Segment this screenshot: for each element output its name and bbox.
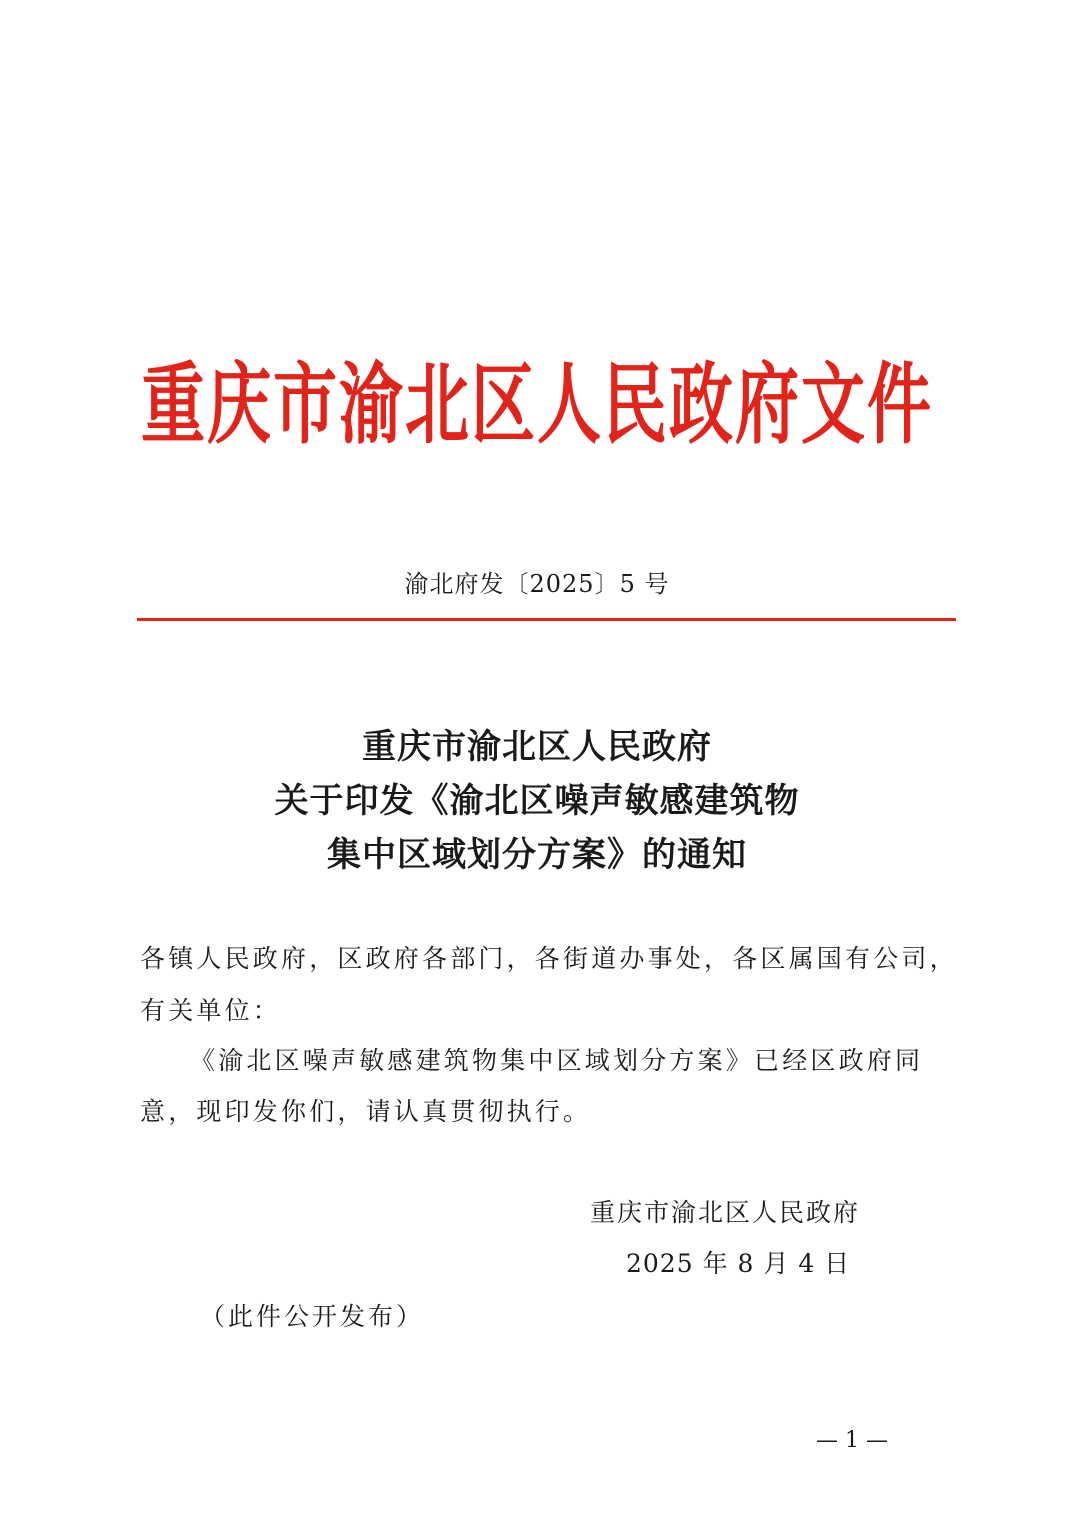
- title-line-1: 重庆市渝北区人民政府: [362, 727, 712, 767]
- signing-authority: 重庆市渝北区人民政府: [590, 1198, 861, 1227]
- red-divider-line: [137, 618, 956, 621]
- document-number: 渝北府发〔2025〕5 号: [404, 570, 670, 598]
- title-line-2: 关于印发《渝北区噪声敏感建筑物: [274, 781, 800, 821]
- title-line-3: 集中区域划分方案》的通知: [327, 835, 747, 875]
- issue-date: 2025 年 8 月 4 日: [626, 1249, 851, 1278]
- addressee-line-2: 有关单位：: [140, 996, 282, 1025]
- publication-note: （此件公开发布）: [200, 1302, 425, 1331]
- body-paragraph-line-2: 意，现印发你们，请认真贯彻执行。: [140, 1097, 592, 1126]
- document-masthead: 重庆市渝北区人民政府文件: [141, 355, 933, 458]
- page-number: — 1 —: [816, 1428, 888, 1453]
- body-paragraph-line-1: 《渝北区噪声敏感建筑物集中区域划分方案》已经区政府同: [190, 1046, 924, 1075]
- addressee-line-1: 各镇人民政府，区政府各部门，各街道办事处，各区属国有公司，: [140, 944, 958, 973]
- document-title: [0, 720, 1074, 882]
